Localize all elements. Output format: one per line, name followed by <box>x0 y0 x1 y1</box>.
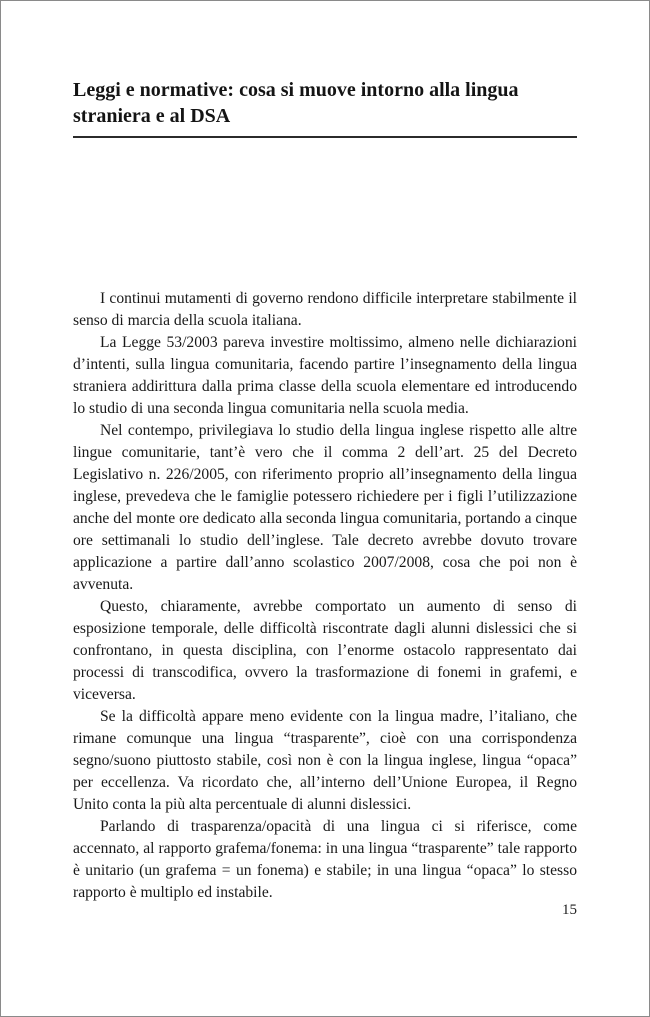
paragraph: Nel contempo, privilegiava lo studio della lingua inglese rispetto alle altre lingue comunitarie, tant’è vero che il comma 2 dell’art. 25 del Decreto Legislativo n. 226/2005, con riferimento proprio all’insegnamento della lingua inglese, prevedeva che le famiglie potessero richiedere per i figli l’utilizzazione anche del monte ore dedicato alla seconda lingua comunitaria, portando a cinque ore settimanali lo studio dell’inglese. Tale decreto avrebbe dovuto trovare applicazione a partire dall’anno scolastico 2007/2008, cosa che poi non è avvenuta. <box>73 422 577 593</box>
paragraph: I continui mutamenti di governo rendono difficile interpretare stabilmente il senso di marcia della scuola italiana. <box>73 290 577 329</box>
paragraph: Se la difficoltà appare meno evidente con la lingua madre, l’italiano, che rimane comunque una lingua “trasparente”, cioè con una corrispondenza segno/suono piuttosto stabile, così non è con la lingua inglese, lingua “opaca” per eccellenza. Va ricordato che, all’interno dell’Unione Europea, il Regno Unito conta la più alta percentuale di alunni dislessici. <box>73 708 577 813</box>
title-rule <box>73 136 577 138</box>
page-number: 15 <box>562 902 577 918</box>
chapter-title: Leggi e normative: cosa si muove intorno alla lingua straniera e al DSA <box>73 79 519 127</box>
paragraph: Parlando di trasparenza/opacità di una lingua ci si riferisce, come accennato, al rapporto grafema/fonema: in una lingua “trasparente” tale rapporto è unitario (un grafema = un fonema) e stabile; in una lingua “opaca” lo stesso rapporto è multiplo ed instabile. <box>73 818 577 901</box>
paragraph: Questo, chiaramente, avrebbe comportato un aumento di senso di esposizione temporale, delle difficoltà riscontrate dagli alunni dislessici che si confrontano, in questa disciplina, con l’enorme ostacolo rappresentato dai processi di transcodifica, ovvero la trasformazione di fonemi in grafemi, e viceversa. <box>73 598 577 703</box>
page-content <box>73 77 577 904</box>
body-text <box>73 288 577 904</box>
paragraph: La Legge 53/2003 pareva investire moltissimo, almeno nelle dichiarazioni d’intenti, sulla lingua comunitaria, facendo partire l’insegnamento della lingua straniera addirittura dalla prima classe della scuola elementare ed introducendo lo studio di una seconda lingua comunitaria nella scuola media. <box>73 334 577 417</box>
